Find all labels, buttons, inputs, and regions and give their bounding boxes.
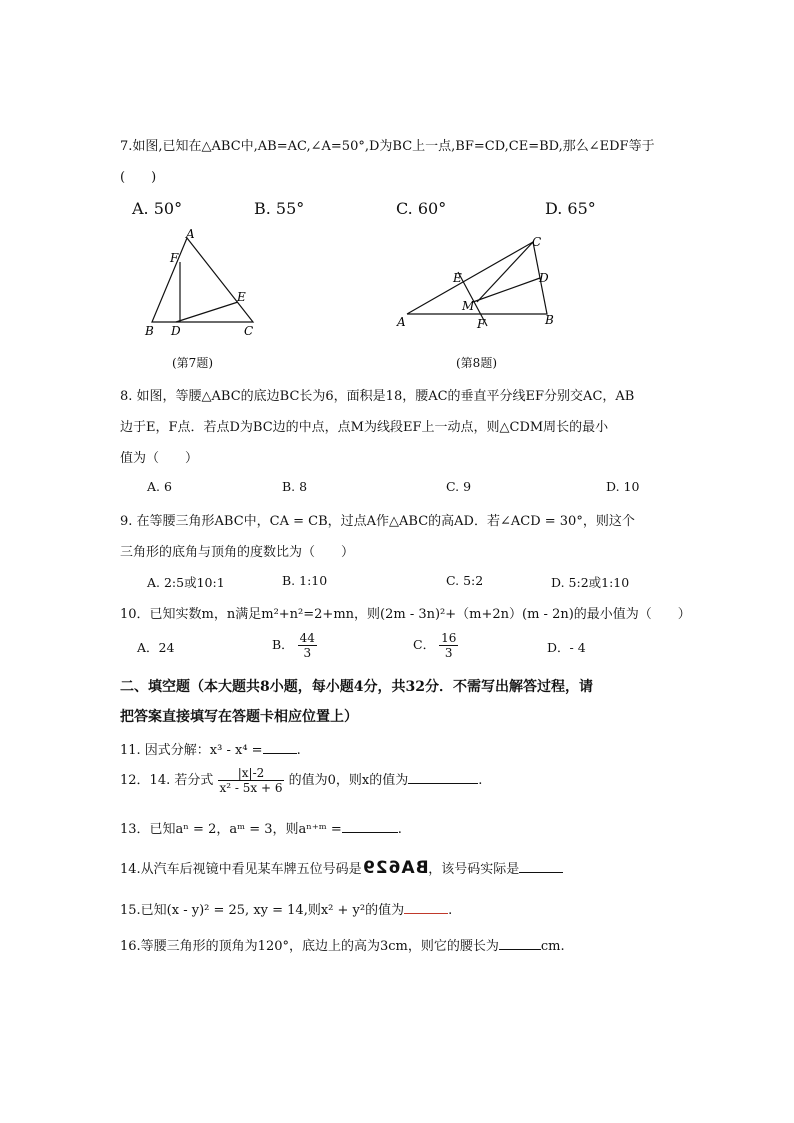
q8-option-b: B. 8 (282, 479, 308, 494)
q16: 16.等腰三角形的顶角为120°，底边上的高为3cm，则它的腰长为 cm. (120, 939, 565, 954)
q10-option-a: A．24 (137, 640, 175, 655)
fig8-label-c: C (532, 235, 542, 249)
q11-answer-blank[interactable] (263, 741, 297, 754)
q10-option-b-fraction: $\frac{44}{3}$ (299, 631, 315, 660)
fig8-label-f: F (477, 317, 486, 331)
q7-paren: ( ) (120, 170, 157, 185)
q11: 11. 因式分解：x³ - x⁴ = . (120, 743, 301, 758)
fig8-label-b: B (545, 313, 554, 327)
q9-option-b: B. 1:10 (282, 573, 328, 588)
q16-answer-blank[interactable] (499, 937, 541, 950)
q10-option-b: B． $\frac{44}{3}$ (272, 631, 315, 660)
q9-option-c: C. 5:2 (446, 573, 484, 588)
q12-fraction: $\frac{|x|-2}{\text{x² - 5x + 6}}$ (219, 766, 283, 795)
fig8-label-m: M (462, 299, 475, 313)
q10-text: 10．已知实数m，n满足m²+n²=2+mn，则(2m - 3n)²+（m+2n）(m - 2n)的最小值为（ ） (120, 607, 691, 622)
figure-8-diagram (395, 232, 565, 332)
q15: 15.已知(x - y)² = 25, xy = 14,则x² + y²的值为 . (120, 903, 453, 918)
q7-option-d: D. 65° (545, 199, 596, 218)
q15-answer-blank[interactable] (404, 901, 448, 914)
fig8-label-e: E (453, 271, 462, 285)
fig7-label-e: E (237, 290, 246, 304)
q8-option-c: C. 9 (446, 479, 472, 494)
fig7-label-c: C (244, 324, 254, 338)
figure-8-caption: (第8题) (456, 356, 497, 370)
q8-option-a: A. 6 (147, 479, 172, 494)
q13: 13．已知aⁿ = 2，aᵐ = 3，则aⁿ⁺ᵐ = . (120, 822, 402, 837)
q12: 12．14. 若分式 $\frac{|x|-2}{\text{x² - 5x + 6}}$ 的值为0，则x的值为 . (120, 766, 483, 795)
q14: 14.从汽车后视镜中看见某车牌五位号码是BA629，该号码实际是 (120, 858, 563, 878)
q7-option-b: B. 55° (254, 199, 305, 218)
q9-option-a: A. 2:5或10:1 (147, 575, 225, 590)
q9-option-d: D. 5:2或1:10 (551, 575, 630, 590)
q7-option-a: A. 50° (132, 199, 183, 218)
q14-mirrored-plate: BA629 (361, 858, 429, 878)
fig8-label-d: D (539, 271, 549, 285)
figure-7-diagram (140, 228, 270, 340)
q7-option-c: C. 60° (396, 199, 447, 218)
q7-text: 7.如图,已知在△ABC中,AB=AC,∠A=50°,D为BC上一点,BF=CD,CE=BD,那么∠EDF等于 (120, 139, 655, 154)
fig7-label-a: A (186, 228, 195, 241)
q10-option-c: C． $\frac{16}{3}$ (413, 631, 457, 660)
fig7-label-d: D (171, 324, 181, 338)
fig8-label-a: A (397, 315, 406, 329)
figure-7-caption: (第7题) (172, 356, 213, 370)
q14-answer-blank[interactable] (519, 860, 563, 873)
q9-line1: 9. 在等腰三角形ABC中，CA = CB，过点A作△ABC的高AD．若∠ACD = 30°，则这个 (120, 514, 635, 529)
section2-heading-line1: 二、填空题（本大题共8小题，每小题4分，共32分．不需写出解答过程，请 (120, 679, 593, 695)
q10-option-d: D．- 4 (547, 640, 586, 655)
q12-answer-blank[interactable] (408, 771, 478, 784)
q13-answer-blank[interactable] (342, 820, 398, 833)
section2-heading-line2: 把答案直接填写在答题卡相应位置上） (120, 709, 358, 725)
q8-option-d: D. 10 (606, 479, 640, 494)
q10-option-c-fraction: $\frac{16}{3}$ (441, 631, 457, 660)
fig7-label-f: F (170, 251, 179, 265)
q8-line2: 边于E，F点．若点D为BC边的中点，点M为线段EF上一动点，则△CDM周长的最小 (120, 420, 609, 435)
q8-line3: 值为（ ） (120, 451, 199, 466)
fig7-label-b: B (145, 324, 154, 338)
q8-line1: 8. 如图，等腰△ABC的底边BC长为6，面积是18，腰AC的垂直平分线EF分别交AC，AB (120, 389, 635, 404)
q9-line2: 三角形的底角与顶角的度数比为（ ） (120, 545, 355, 560)
